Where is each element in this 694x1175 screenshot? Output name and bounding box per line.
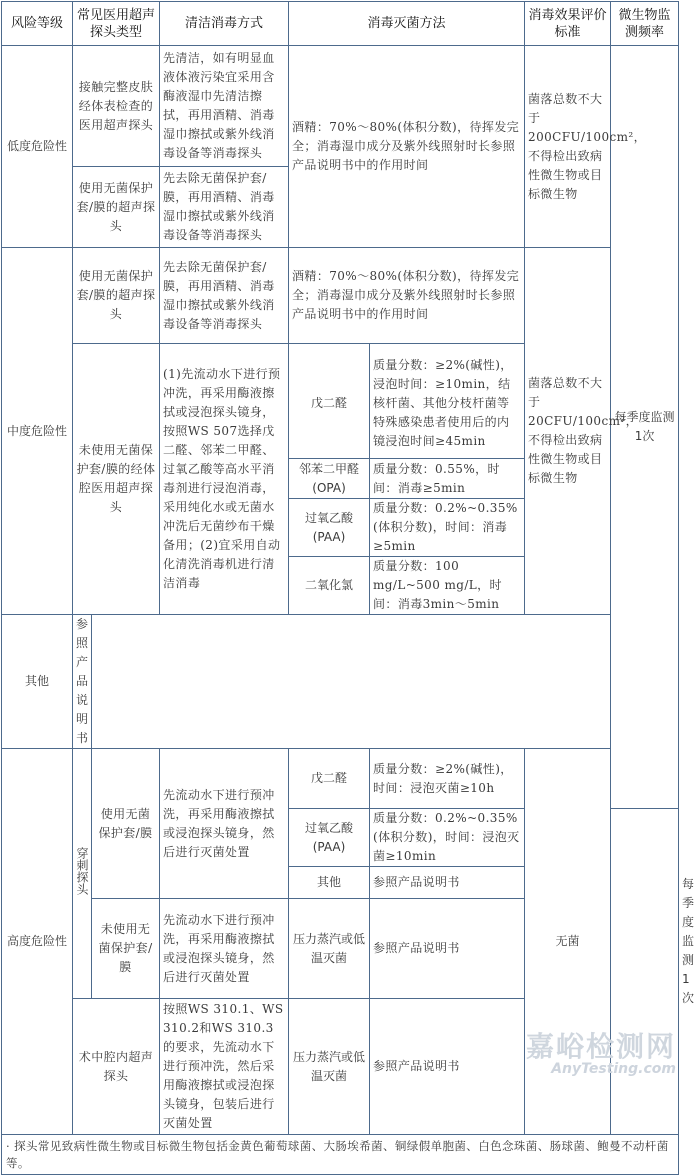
mid-agent-desc-4: 参照产品说明书: [73, 615, 92, 749]
low-standard: 菌落总数不大于200CFU/100cm²，不得检出致病性微生物或目标微生物: [525, 46, 611, 248]
mid-agent-name-4: 其他: [2, 615, 73, 749]
watermark-logo: [526, 1032, 676, 1076]
risk-high: 高度危险性: [2, 749, 73, 1135]
high-agent-name-2: 其他: [289, 867, 370, 899]
high-standard: 无菌: [525, 749, 611, 1135]
low-probe-type-1: 接触完整皮肤经体表检查的医用超声探头: [73, 46, 160, 167]
high-agent-name-1: 过氧乙酸(PAA): [289, 809, 370, 867]
high-agent-desc-2: 参照产品说明书: [370, 867, 525, 899]
high-group-label: 穿刺探头: [73, 749, 92, 999]
mid-agent-desc-3: 质量分数：100 mg/L~500 mg/L，时间：消毒3min～5min: [370, 557, 525, 615]
low-probe-type-2: 使用无菌保护套/膜的超声探头: [73, 167, 160, 248]
mid-cleaning-1: 先去除无菌保护套/膜，再用酒精、消毒湿巾擦拭或紫外线消毒设备等消毒探头: [160, 248, 289, 344]
high-probe-type-2: 未使用无菌保护套/膜: [92, 899, 160, 999]
mid-cleaning-2: (1)先流动水下进行预冲洗，再采用酶液擦拭或浸泡探头镜身，按照WS 507选择戊二醛、邻苯二甲醛、过氧乙酸等高水平消毒剂进行浸泡消毒，采用纯化水或无菌水冲洗后无菌纱布干燥备用；(2)宜采用自动化清洗消毒机进行清洁消毒: [160, 344, 289, 615]
header-standard: 消毒效果评价标准: [525, 2, 611, 46]
footnote: · 探头常见致病性微生物或目标微生物包括金黄色葡萄球菌、大肠埃希菌、铜绿假单胞菌、白色念珠菌、肠球菌、鲍曼不动杆菌等。: [2, 1135, 679, 1175]
mid-agent-name-3: 二氧化氯: [289, 557, 370, 615]
watermark-cn: 嘉峪检测网: [525, 1030, 676, 1063]
high-cleaning-3: 按照WS 310.1、WS 310.2和WS 310.3的要求，先流动水下进行预冲洗，然后采用酶液擦拭或浸泡探头镜身，包装后进行灭菌处置: [160, 999, 289, 1135]
header-cleaning: 清洁消毒方式: [160, 2, 289, 46]
low-method: 酒精：70%～80%(体积分数)，待挥发完全；消毒湿巾成分及紫外线照射时长参照产品说明书中的作用时间: [289, 46, 525, 248]
mid-standard: 菌落总数不大于20CFU/100cm²，不得检出致病性微生物或目标微生物: [525, 248, 611, 615]
mid-probe-type-1: 使用无菌保护套/膜的超声探头: [73, 248, 160, 344]
risk-low: 低度危险性: [2, 46, 73, 248]
header-method: 消毒灭菌方法: [289, 2, 525, 46]
mid-agent-name-0: 戊二醛: [289, 349, 370, 459]
header-probe-type: 常见医用超声探头类型: [73, 2, 160, 46]
header-risk-level: 风险等级: [2, 2, 73, 46]
mid-agent-desc-1: 质量分数：0.55%，时间：消毒≥5min: [370, 459, 525, 499]
frequency-low-mid: 每季度监测1次: [611, 46, 679, 809]
low-cleaning-2: 先去除无菌保护套/膜，再用酒精、消毒湿巾擦拭或紫外线消毒设备等消毒探头: [160, 167, 289, 248]
mid-agent-desc-2: 质量分数：0.2%~0.35%(体积分数)，时间：消毒≥5min: [370, 499, 525, 557]
mid-probe-type-2: 未使用无菌保护套/膜的经体腔医用超声探头: [73, 344, 160, 615]
mid-agent-name-2: 过氧乙酸(PAA): [289, 499, 370, 557]
high-probe-type-1: 使用无菌保护套/膜: [92, 749, 160, 899]
high-method-3: 压力蒸汽或低温灭菌: [289, 999, 370, 1135]
high-method-desc-3: 参照产品说明书: [370, 999, 525, 1135]
high-probe-type-3: 术中腔内超声探头: [73, 999, 160, 1135]
high-cleaning-2: 先流动水下进行预冲洗，再采用酶液擦拭或浸泡探头镜身，然后进行灭菌处置: [160, 899, 289, 999]
header-frequency: 微生物监测频率: [611, 2, 679, 46]
high-method-2: 压力蒸汽或低温灭菌: [289, 899, 370, 999]
mid-method-1: 酒精：70%～80%(体积分数)，待挥发完全；消毒湿巾成分及紫外线照射时长参照产品说明书中的作用时间: [289, 248, 525, 344]
high-agent-name-0: 戊二醛: [289, 749, 370, 809]
watermark-en: AnyTesting.com: [551, 1061, 676, 1077]
mid-agent-desc-0: 质量分数：≥2%(碱性)，浸泡时间：≥10min，结核杆菌、其他分枝杆菌等特殊感染患者使用后的内镜浸泡时间≥45min: [370, 349, 525, 459]
disinfection-table: 风险等级 常见医用超声探头类型 清洁消毒方式 消毒灭菌方法 消毒效果评价标准 微生物监测频率 低度危险性 接触完整皮肤经体表检查的医用超声探头 先清洁，如有明显血液体液污染宜采用含酶液湿巾先清洁擦拭，再用酒精、消毒湿巾擦拭或紫外线消毒设备等消毒探头 酒精：70%～80%(体积分数)，待挥发完全；消毒湿巾成分及紫外线照射时长参照产品说明书中的作用时间 菌落总数不大于200CFU/100cm²，不得检出致病性微生物或目标微生物 每季度监测1次 使用无菌保护套/膜的超声探头 先去除无菌保护套/膜，再用酒精、消毒湿巾擦拭或紫外线消毒设备等消毒探头 中度危险性 使用无菌保护套/膜的超声探头 先去除无菌保护套/膜，再用酒精、消毒湿巾擦拭或紫外线消毒设备等消毒探头 酒精：70%～80%(体积分数)，待挥发完全；消毒湿巾成分及紫外线照射时长参照产品说明书中的作用时间 菌落总数不大于20CFU/100cm²，不得检出致病性微生物或目标微生物 未使用无菌保护套/膜的经体腔医用超声探头 (1)先流动水下进行预冲洗，再采用酶液擦拭或浸泡探头镜身，按照WS 507选择戊二醛、邻苯二甲醛、过氧乙酸等高水平消毒剂进行浸泡消毒，采用纯化水或无菌水冲洗后无菌纱布干燥备用；(2)宜采用自动化清洗消毒机进行清洁消毒 戊二醛 质量分数：≥2%(碱性)，浸泡时间：≥10min，结核杆菌、其他分枝杆菌等特殊感染患者使用后的内镜浸泡时间≥45min 邻苯二甲醛(OPA) 质量分数：0.55%，时间：消毒≥5min 过氧乙酸(PAA) 质量分数：0.2%~0.35%(体积分数)，时间：消毒≥5min 二氧化氯 质量分数：100 mg/L~500 mg/L，时间：消毒3min～5min 其他 参照产品说明书 高度危险性 穿刺探头 使用无菌保护套/膜 先流动水下进行预冲洗，再采用酶液擦拭或浸泡探头镜身，然后进行灭菌处置 戊二醛 质量分数：≥2%(碱性)，时间：浸泡灭菌≥10h 无菌 每季度监测1次 过氧乙酸(PAA) 质量分数：0.2%~0.35%(体积分数)，时间：浸泡灭菌≥10min 其他 参照产品说明书 未使用无菌保护套/膜 先流动水下进行预冲洗，再采用酶液擦拭或浸泡探头镜身，然后进行灭菌处置 压力蒸汽或低温灭菌 参照产品说明书 术中腔内超声探头 按照WS 310.1、WS 310.2和WS 310.3的要求，先流动水下进行预冲洗，然后采用酶液擦拭或浸泡探头镜身，包装后进行灭菌处置 压力蒸汽或低温灭菌 参照产品说明书 · 探头常见致病性微生物或目标微生物包括金黄色葡萄球菌、大肠埃希菌、铜绿假单胞菌、白色念珠菌、肠球菌、鲍曼不动杆菌等。: [1, 1, 679, 1175]
low-cleaning-1: 先清洁，如有明显血液体液污染宜采用含酶液湿巾先清洁擦拭，再用酒精、消毒湿巾擦拭或紫外线消毒设备等消毒探头: [160, 46, 289, 167]
high-cleaning-1: 先流动水下进行预冲洗，再采用酶液擦拭或浸泡探头镜身，然后进行灭菌处置: [160, 749, 289, 899]
high-agent-desc-1: 质量分数：0.2%~0.35%(体积分数)，时间：浸泡灭菌≥10min: [370, 809, 525, 867]
mid-agent-name-1: 邻苯二甲醛(OPA): [289, 459, 370, 499]
high-agent-desc-0: 质量分数：≥2%(碱性)，时间：浸泡灭菌≥10h: [370, 749, 525, 809]
risk-mid: 中度危险性: [2, 248, 73, 615]
high-method-desc-2: 参照产品说明书: [370, 899, 525, 999]
